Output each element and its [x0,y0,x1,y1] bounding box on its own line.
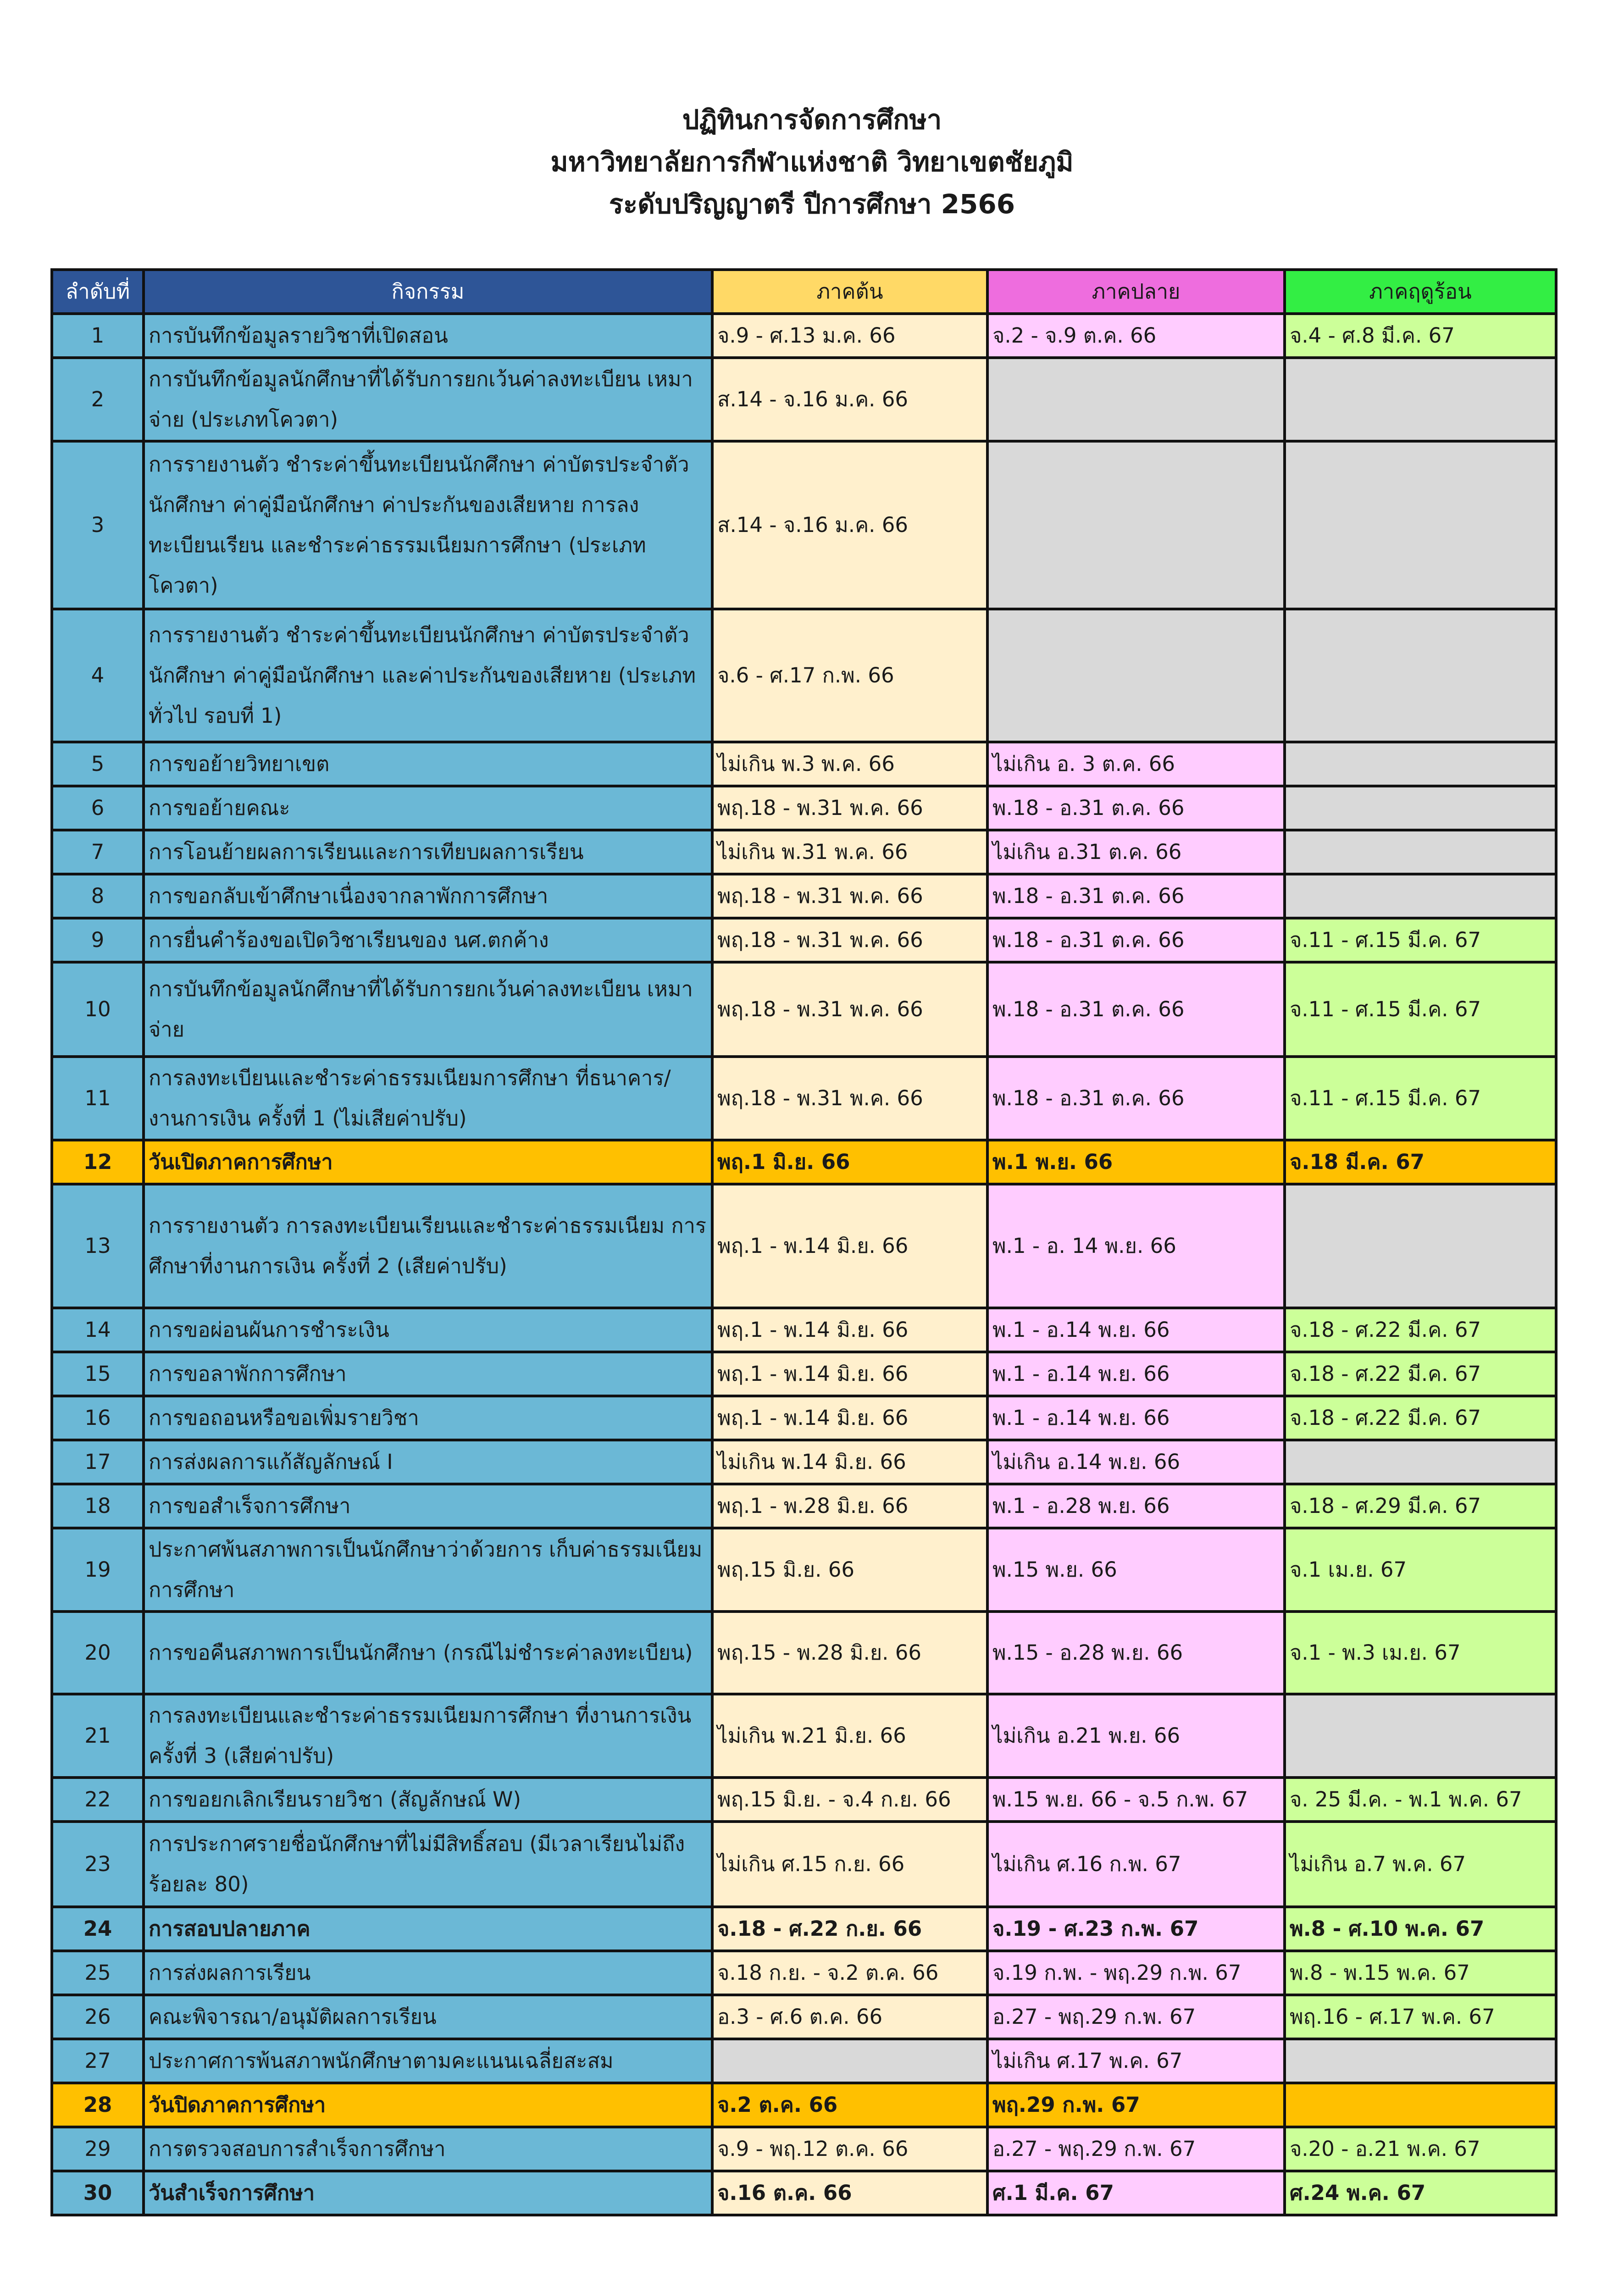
row-number: 13 [52,1184,144,1308]
summer-semester-date [1285,1440,1556,1484]
row-number: 28 [52,2083,144,2127]
first-semester-date: จ.9 - พฤ.12 ต.ค. 66 [712,2127,987,2171]
activity-cell: การขอกลับเข้าศึกษาเนื่องจากลาพักการศึกษา [144,874,712,918]
row-number: 3 [52,441,144,609]
table-row [52,1396,1556,1440]
row-number: 12 [52,1140,144,1184]
second-semester-date: ศ.1 มี.ค. 67 [987,2171,1285,2215]
row-number: 16 [52,1396,144,1440]
second-semester-date: ไม่เกิน อ.31 ต.ค. 66 [987,830,1285,874]
column-header-activity: กิจกรรม [144,270,712,314]
first-semester-date: ไม่เกิน พ.3 พ.ค. 66 [712,742,987,786]
column-header-second-semester: ภาคปลาย [987,270,1285,314]
activity-cell: การขอย้ายวิทยาเขต [144,742,712,786]
column-header-first-semester: ภาคต้น [712,270,987,314]
first-semester-date: จ.2 ต.ค. 66 [712,2083,987,2127]
second-semester-date: อ.27 - พฤ.29 ก.พ. 67 [987,2127,1285,2171]
summer-semester-date [1285,609,1556,742]
table-row [52,1140,1556,1184]
table-row [52,1907,1556,1951]
summer-semester-date: ศ.24 พ.ค. 67 [1285,2171,1556,2215]
first-semester-date: พฤ.18 - พ.31 พ.ค. 66 [712,874,987,918]
row-number: 27 [52,2039,144,2083]
activity-cell: การลงทะเบียนและชำระค่าธรรมเนียมการศึกษา ที่งานการเงิน ครั้งที่ 3 (เสียค่าปรับ) [144,1694,712,1778]
activity-cell: วันเปิดภาคการศึกษา [144,1140,712,1184]
summer-semester-date [1285,358,1556,441]
table-row [52,1528,1556,1612]
first-semester-date: พฤ.15 มิ.ย. 66 [712,1528,987,1612]
row-number: 7 [52,830,144,874]
first-semester-date: จ.6 - ศ.17 ก.พ. 66 [712,609,987,742]
summer-semester-date [1285,441,1556,609]
activity-cell: วันปิดภาคการศึกษา [144,2083,712,2127]
activity-cell: การตรวจสอบการสำเร็จการศึกษา [144,2127,712,2171]
activity-cell: ประกาศการพ้นสภาพนักศึกษาตามคะแนนเฉลี่ยสะสม [144,2039,712,2083]
summer-semester-date: จ.11 - ศ.15 มี.ค. 67 [1285,918,1556,962]
summer-semester-date [1285,2039,1556,2083]
summer-semester-date: พ.8 - ศ.10 พ.ค. 67 [1285,1907,1556,1951]
first-semester-date: ส.14 - จ.16 ม.ค. 66 [712,358,987,441]
summer-semester-date: จ.11 - ศ.15 มี.ค. 67 [1285,1057,1556,1140]
second-semester-date [987,441,1285,609]
second-semester-date: พ.18 - อ.31 ต.ค. 66 [987,1057,1285,1140]
activity-cell: การโอนย้ายผลการเรียนและการเทียบผลการเรียน [144,830,712,874]
summer-semester-date [1285,786,1556,830]
summer-semester-date: จ.18 - ศ.22 มี.ค. 67 [1285,1396,1556,1440]
second-semester-date: ไม่เกิน ศ.16 ก.พ. 67 [987,1822,1285,1907]
activity-cell: การรายงานตัว ชำระค่าขึ้นทะเบียนนักศึกษา ค่าบัตรประจำตัวนักศึกษา ค่าคู่มือนักศึกษา ค่าประกันของเสียหาย การลงทะเบียนเรียน และชำระค่าธรรมเนียมการศึกษา (ประเภทโควตา) [144,441,712,609]
first-semester-date: พฤ.1 - พ.14 มิ.ย. 66 [712,1184,987,1308]
second-semester-date: พ.1 - อ.14 พ.ย. 66 [987,1352,1285,1396]
first-semester-date: จ.16 ต.ค. 66 [712,2171,987,2215]
activity-cell: การรายงานตัว การลงทะเบียนเรียนและชำระค่าธรรมเนียม การศึกษาที่งานการเงิน ครั้งที่ 2 (เสียค่าปรับ) [144,1184,712,1308]
first-semester-date: พฤ.1 - พ.14 มิ.ย. 66 [712,1352,987,1396]
row-number: 8 [52,874,144,918]
second-semester-date: พ.18 - อ.31 ต.ค. 66 [987,786,1285,830]
row-number: 19 [52,1528,144,1612]
row-number: 22 [52,1778,144,1822]
table-row [52,1951,1556,1995]
activity-cell: การยื่นคำร้องขอเปิดวิชาเรียนของ นศ.ตกค้าง [144,918,712,962]
table-row [52,2083,1556,2127]
activity-cell: การสอบปลายภาค [144,1907,712,1951]
table-row [52,874,1556,918]
table-row [52,918,1556,962]
table-row [52,1612,1556,1694]
table-body [52,314,1556,2215]
first-semester-date: พฤ.1 มิ.ย. 66 [712,1140,987,1184]
first-semester-date: ไม่เกิน พ.31 พ.ค. 66 [712,830,987,874]
activity-cell: การบันทึกข้อมูลนักศึกษาที่ได้รับการยกเว้นค่าลงทะเบียน เหมาจ่าย (ประเภทโควตา) [144,358,712,441]
row-number: 30 [52,2171,144,2215]
summer-semester-date: พ.8 - พ.15 พ.ค. 67 [1285,1951,1556,1995]
row-number: 9 [52,918,144,962]
activity-cell: การประกาศรายชื่อนักศึกษาที่ไม่มีสิทธิ์สอบ (มีเวลาเรียนไม่ถึงร้อยละ 80) [144,1822,712,1907]
activity-cell: คณะพิจารณา/อนุมัติผลการเรียน [144,1995,712,2039]
second-semester-date: อ.27 - พฤ.29 ก.พ. 67 [987,1995,1285,2039]
table-row [52,1822,1556,1907]
second-semester-date [987,609,1285,742]
table-row [52,314,1556,358]
activity-cell: การขอผ่อนผันการชำระเงิน [144,1308,712,1352]
first-semester-date: พฤ.18 - พ.31 พ.ค. 66 [712,962,987,1057]
summer-semester-date [1285,1694,1556,1778]
page-title: ปฏิทินการจัดการศึกษา [682,104,942,135]
first-semester-date: พฤ.1 - พ.14 มิ.ย. 66 [712,1308,987,1352]
table-row [52,962,1556,1057]
activity-cell: การขอลาพักการศึกษา [144,1352,712,1396]
row-number: 1 [52,314,144,358]
summer-semester-date: จ. 25 มี.ค. - พ.1 พ.ค. 67 [1285,1778,1556,1822]
second-semester-date: พ.1 - อ.28 พ.ย. 66 [987,1484,1285,1528]
row-number: 24 [52,1907,144,1951]
row-number: 14 [52,1308,144,1352]
academic-year-label: ระดับปริญญาตรี ปีการศึกษา 2566 [609,188,1015,220]
first-semester-date [712,2039,987,2083]
summer-semester-date [1285,874,1556,918]
table-row [52,358,1556,441]
activity-cell: การส่งผลการแก้สัญลักษณ์ I [144,1440,712,1484]
summer-semester-date: จ.20 - อ.21 พ.ค. 67 [1285,2127,1556,2171]
summer-semester-date: จ.18 - ศ.22 มี.ค. 67 [1285,1308,1556,1352]
row-number: 17 [52,1440,144,1484]
activity-cell: การขอคืนสภาพการเป็นนักศึกษา (กรณีไม่ชำระค่าลงทะเบียน) [144,1612,712,1694]
row-number: 4 [52,609,144,742]
second-semester-date: จ.19 ก.พ. - พฤ.29 ก.พ. 67 [987,1951,1285,1995]
second-semester-date: พ.15 พ.ย. 66 [987,1528,1285,1612]
second-semester-date: พ.18 - อ.31 ต.ค. 66 [987,918,1285,962]
activity-cell: การขอย้ายคณะ [144,786,712,830]
second-semester-date: ไม่เกิน ศ.17 พ.ค. 67 [987,2039,1285,2083]
table-row [52,1484,1556,1528]
first-semester-date: พฤ.15 มิ.ย. - จ.4 ก.ย. 66 [712,1778,987,1822]
activity-cell: การบันทึกข้อมูลรายวิชาที่เปิดสอน [144,314,712,358]
second-semester-date: พ.15 พ.ย. 66 - จ.5 ก.พ. 67 [987,1778,1285,1822]
table-row [52,830,1556,874]
second-semester-date [987,358,1285,441]
first-semester-date: จ.18 ก.ย. - จ.2 ต.ค. 66 [712,1951,987,1995]
column-header-summer-semester: ภาคฤดูร้อน [1285,270,1556,314]
table-row [52,742,1556,786]
first-semester-date: พฤ.15 - พ.28 มิ.ย. 66 [712,1612,987,1694]
summer-semester-date: จ.4 - ศ.8 มี.ค. 67 [1285,314,1556,358]
table-row [52,786,1556,830]
row-number: 29 [52,2127,144,2171]
table-row [52,441,1556,609]
row-number: 18 [52,1484,144,1528]
first-semester-date: จ.9 - ศ.13 ม.ค. 66 [712,314,987,358]
table-row [52,1440,1556,1484]
activity-cell: การลงทะเบียนและชำระค่าธรรมเนียมการศึกษา ที่ธนาคาร/งานการเงิน ครั้งที่ 1 (ไม่เสียค่าปรับ) [144,1057,712,1140]
activity-cell: การบันทึกข้อมูลนักศึกษาที่ได้รับการยกเว้นค่าลงทะเบียน เหมาจ่าย [144,962,712,1057]
row-number: 23 [52,1822,144,1907]
first-semester-date: ไม่เกิน ศ.15 ก.ย. 66 [712,1822,987,1907]
first-semester-date: พฤ.1 - พ.14 มิ.ย. 66 [712,1396,987,1440]
table-row [52,2127,1556,2171]
activity-cell: การขอถอนหรือขอเพิ่มรายวิชา [144,1396,712,1440]
second-semester-date: พ.1 พ.ย. 66 [987,1140,1285,1184]
second-semester-date: พ.1 - อ.14 พ.ย. 66 [987,1308,1285,1352]
activity-cell: การขอยกเลิกเรียนรายวิชา (สัญลักษณ์ W) [144,1778,712,1822]
second-semester-date: ไม่เกิน อ. 3 ต.ค. 66 [987,742,1285,786]
row-number: 20 [52,1612,144,1694]
calendar-table [50,268,1557,2216]
first-semester-date: อ.3 - ศ.6 ต.ค. 66 [712,1995,987,2039]
second-semester-date: พ.1 - อ. 14 พ.ย. 66 [987,1184,1285,1308]
second-semester-date: จ.2 - จ.9 ต.ค. 66 [987,314,1285,358]
first-semester-date: ไม่เกิน พ.21 มิ.ย. 66 [712,1694,987,1778]
row-number: 15 [52,1352,144,1396]
table-row [52,1995,1556,2039]
row-number: 21 [52,1694,144,1778]
activity-cell: การขอสำเร็จการศึกษา [144,1484,712,1528]
row-number: 11 [52,1057,144,1140]
table-header-row [52,270,1556,314]
summer-semester-date: พฤ.16 - ศ.17 พ.ค. 67 [1285,1995,1556,2039]
row-number: 6 [52,786,144,830]
second-semester-date: ไม่เกิน อ.14 พ.ย. 66 [987,1440,1285,1484]
table-row [52,1694,1556,1778]
summer-semester-date: ไม่เกิน อ.7 พ.ค. 67 [1285,1822,1556,1907]
table-row [52,1352,1556,1396]
second-semester-date: พฤ.29 ก.พ. 67 [987,2083,1285,2127]
activity-cell: การรายงานตัว ชำระค่าขึ้นทะเบียนนักศึกษา ค่าบัตรประจำตัวนักศึกษา ค่าคู่มือนักศึกษา และค่าประกันของเสียหาย (ประเภททั่วไป รอบที่ 1) [144,609,712,742]
summer-semester-date: จ.18 - ศ.29 มี.ค. 67 [1285,1484,1556,1528]
table-row [52,2171,1556,2215]
table-row [52,609,1556,742]
second-semester-date: ไม่เกิน อ.21 พ.ย. 66 [987,1694,1285,1778]
row-number: 26 [52,1995,144,2039]
first-semester-date: จ.18 - ศ.22 ก.ย. 66 [712,1907,987,1951]
activity-cell: การส่งผลการเรียน [144,1951,712,1995]
row-number: 2 [52,358,144,441]
second-semester-date: พ.15 - อ.28 พ.ย. 66 [987,1612,1285,1694]
row-number: 25 [52,1951,144,1995]
first-semester-date: พฤ.18 - พ.31 พ.ค. 66 [712,1057,987,1140]
document-title-block [0,99,1624,225]
activity-cell: ประกาศพ้นสภาพการเป็นนักศึกษาว่าด้วยการ เก็บค่าธรรมเนียมการศึกษา [144,1528,712,1612]
first-semester-date: พฤ.1 - พ.28 มิ.ย. 66 [712,1484,987,1528]
summer-semester-date [1285,742,1556,786]
university-name: มหาวิทยาลัยการกีฬาแห่งชาติ วิทยาเขตชัยภูมิ [550,146,1074,177]
table-row [52,2039,1556,2083]
summer-semester-date: จ.18 - ศ.22 มี.ค. 67 [1285,1352,1556,1396]
table-row [52,1778,1556,1822]
table-row [52,1057,1556,1140]
summer-semester-date [1285,2083,1556,2127]
second-semester-date: พ.1 - อ.14 พ.ย. 66 [987,1396,1285,1440]
summer-semester-date: จ.18 มี.ค. 67 [1285,1140,1556,1184]
first-semester-date: พฤ.18 - พ.31 พ.ค. 66 [712,918,987,962]
activity-cell: วันสำเร็จการศึกษา [144,2171,712,2215]
second-semester-date: พ.18 - อ.31 ต.ค. 66 [987,874,1285,918]
summer-semester-date [1285,1184,1556,1308]
column-header-number: ลำดับที่ [52,270,144,314]
first-semester-date: ส.14 - จ.16 ม.ค. 66 [712,441,987,609]
summer-semester-date: จ.11 - ศ.15 มี.ค. 67 [1285,962,1556,1057]
summer-semester-date [1285,830,1556,874]
second-semester-date: พ.18 - อ.31 ต.ค. 66 [987,962,1285,1057]
second-semester-date: จ.19 - ศ.23 ก.พ. 67 [987,1907,1285,1951]
table-row [52,1184,1556,1308]
summer-semester-date: จ.1 เม.ย. 67 [1285,1528,1556,1612]
first-semester-date: ไม่เกิน พ.14 มิ.ย. 66 [712,1440,987,1484]
row-number: 5 [52,742,144,786]
table-row [52,1308,1556,1352]
summer-semester-date: จ.1 - พ.3 เม.ย. 67 [1285,1612,1556,1694]
first-semester-date: พฤ.18 - พ.31 พ.ค. 66 [712,786,987,830]
row-number: 10 [52,962,144,1057]
